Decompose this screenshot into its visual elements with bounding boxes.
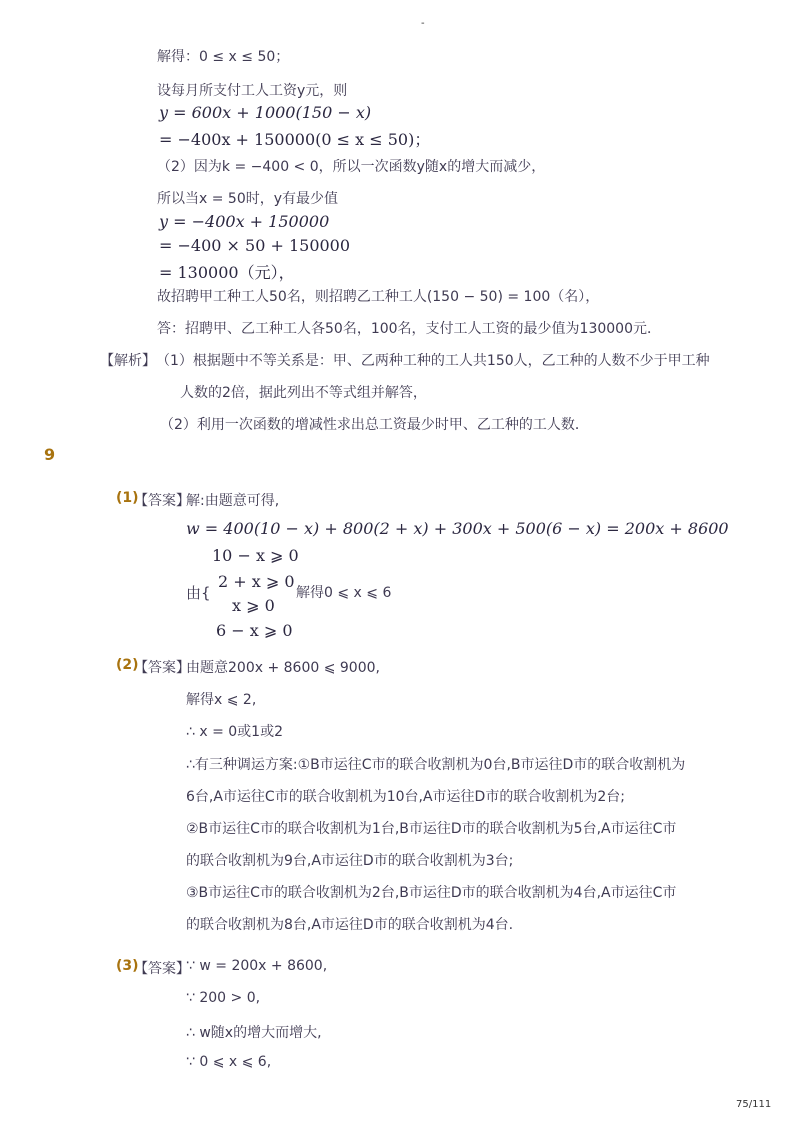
q1-w-equation: w = 400(10 − x) + 800(2 + x) + 300x + 500(6 − x) = 200x + 8600	[186, 519, 729, 538]
q1-answer-label: 【答案】	[134, 493, 190, 509]
hire-conclusion: 故招聘甲工种工人50名，则招聘乙工种工人(150 − 50) = 100（名），	[157, 289, 600, 305]
eq-y-min-3: = 130000（元），	[159, 263, 295, 282]
q1-system-result: 解得0 ⩽ x ⩽ 6	[296, 585, 392, 601]
analysis-line-1: （1）根据题中不等关系是：甲、乙两种工种的工人共150人，乙工种的人数不少于甲工种	[156, 353, 710, 369]
analysis-line-3: （2）利用一次函数的增减性求出总工资最少时甲、乙工种的工人数．	[160, 417, 589, 433]
eq-y-def: y = 600x + 1000(150 − x)	[159, 103, 372, 122]
answer-line: 答：招聘甲、乙工种工人各50名，100名，支付工人工资的最少值为130000元．	[157, 321, 661, 337]
q2-line-9: 的联合收割机为8台,A市运往D市的联合收割机为4台.	[186, 917, 514, 933]
q2-line-5: 6台,A市运往C市的联合收割机为10台,A市运往D市的联合收割机为2台;	[186, 789, 625, 805]
q1-system-prefix: 由{	[186, 584, 211, 602]
wage-intro: 设每月所支付工人工资y元，则	[157, 83, 348, 99]
q1-number: (1)	[116, 490, 139, 506]
q3-line-4: ∵ 0 ⩽ x ⩽ 6,	[186, 1054, 272, 1070]
problem-number: 9	[44, 445, 56, 464]
q3-line-2: ∵ 200 > 0,	[186, 990, 261, 1006]
q2-line-3: ∴ x = 0或1或2	[186, 724, 283, 740]
q2-line-6: ②B市运往C市的联合收割机为1台,B市运往D市的联合收割机为5台,A市运往C市	[186, 821, 677, 837]
solve-line: 解得：0 ≤ x ≤ 50；	[157, 49, 290, 65]
q1-system-2: 2 + x ⩾ 0	[218, 572, 295, 591]
q3-answer-label: 【答案】	[134, 961, 190, 977]
q3-line-1: ∵ w = 200x + 8600,	[186, 958, 328, 974]
q2-answer-label: 【答案】	[134, 660, 190, 676]
analysis-line-2: 人数的2倍，据此列出不等式组并解答，	[180, 385, 427, 401]
header-mark: -	[421, 18, 425, 29]
q3-line-3: ∴ w随x的增大而增大,	[186, 1025, 322, 1041]
q1-system-4: 6 − x ⩾ 0	[216, 621, 293, 640]
q2-line-8: ③B市运往C市的联合收割机为2台,B市运往D市的联合收割机为4台,A市运往C市	[186, 885, 677, 901]
q2-number: (2)	[116, 657, 139, 673]
analysis-label: 【解析】	[100, 353, 156, 369]
eq-y-min-2: = −400 × 50 + 150000	[159, 236, 351, 255]
min-value-line: 所以当x = 50时，y有最少值	[157, 191, 339, 207]
eq-y-min-1: y = −400x + 150000	[159, 212, 330, 231]
q1-system-3: x ⩾ 0	[232, 596, 275, 615]
part2-reason: （2）因为k = −400 < 0，所以一次函数y随x的增大而减少，	[157, 159, 546, 175]
q1-intro: 解:由题意可得,	[186, 493, 280, 509]
q2-line-1: 由题意200x + 8600 ⩽ 9000,	[186, 660, 380, 676]
q3-number: (3)	[116, 958, 139, 974]
q1-system-1: 10 − x ⩾ 0	[212, 546, 299, 565]
q2-line-7: 的联合收割机为9台,A市运往D市的联合收割机为3台;	[186, 853, 514, 869]
eq-y-simplified: = −400x + 150000(0 ≤ x ≤ 50)；	[159, 130, 431, 149]
q2-line-2: 解得x ⩽ 2,	[186, 692, 257, 708]
q2-line-4: ∴有三种调运方案:①B市运往C市的联合收割机为0台,B市运往D市的联合收割机为	[186, 757, 686, 773]
page-number: 75/111	[736, 1099, 772, 1110]
